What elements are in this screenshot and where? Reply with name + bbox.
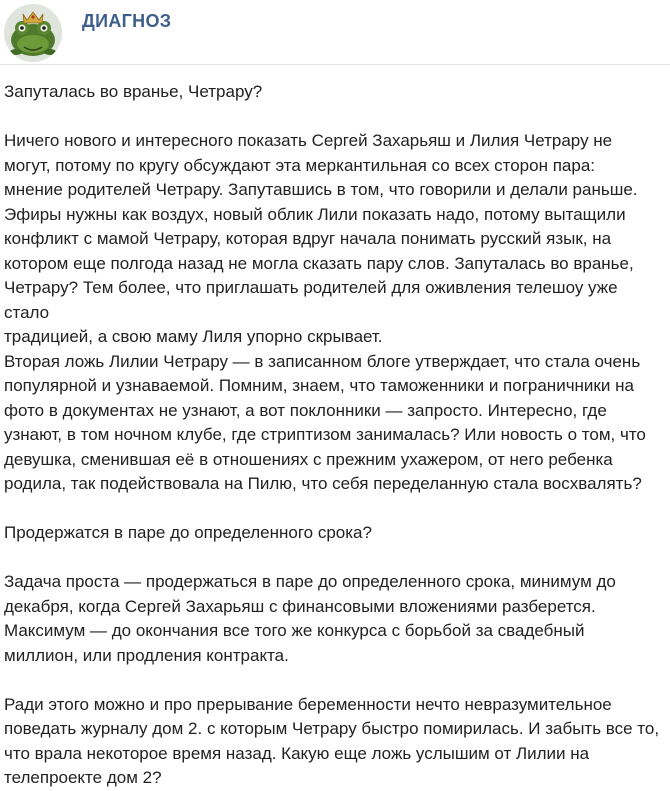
post-title: Запуталась во вранье, Четрару? <box>4 82 263 101</box>
channel-name[interactable]: ДИАГНОЗ <box>82 11 172 31</box>
avatar[interactable] <box>4 4 62 62</box>
post-header <box>0 0 670 65</box>
post-paragraph: Задача проста — продержаться в паре до определенного срока, минимум до декабря, когда Сергей Захарьяш с финансовыми вложениями разберется. Максимум — до окончания все того же конкурса с борьбой за свадебный миллион, или продления контракта. <box>4 572 616 665</box>
post-body <box>4 80 666 791</box>
frog-crown-logo-icon <box>4 4 62 62</box>
post-paragraph: Ничего нового и интересного показать Сергей Захарьяш и Лилия Четрару не могут, потому по кругу обсуждают эта меркантильная со всех сторон пара: мнение родителей Четрару. Запутавшись в том, что говорили и делали раньше. Эфиры нужны как воздух, новый облик Лили показать надо, потому вытащили конфликт с мамой Четрару, которая вдруг начала понимать русский язык, на котором еще полгода назад не могла сказать пару слов. Запуталась во вранье, Четрару? Тем более, что приглашать родителей для оживления телешоу уже стало традицией, а свою маму Лиля упорно скрывает. Вторая ложь Лилии Четрару — в записанном блоге утверждает, что стала очень популярной и узнаваемой. Помним, знаем, что таможенники и пограничники на фото в документах не узнают, а вот поклонники — запросто. Интересно, где узнают, в том ночном клубе, где стриптизом занималась? Или новость о том, что девушка, сменившая её в отношениях с прежним ухажером, от него ребенка родила, так подействовала на Пилю, что себя переделанную стала восхвалять? <box>4 131 646 493</box>
post-paragraph: Ради этого можно и про прерывание беременности нечто невразумительное поведать журналу дом 2. с которым Четрару быстро помирилась. И забыть все то, что врала некоторое время назад. Какую еще ложь услышим от Лилии на телепроекте дом 2? <box>4 694 660 787</box>
post-subheading: Продержатся в паре до определенного срока? <box>4 523 372 542</box>
